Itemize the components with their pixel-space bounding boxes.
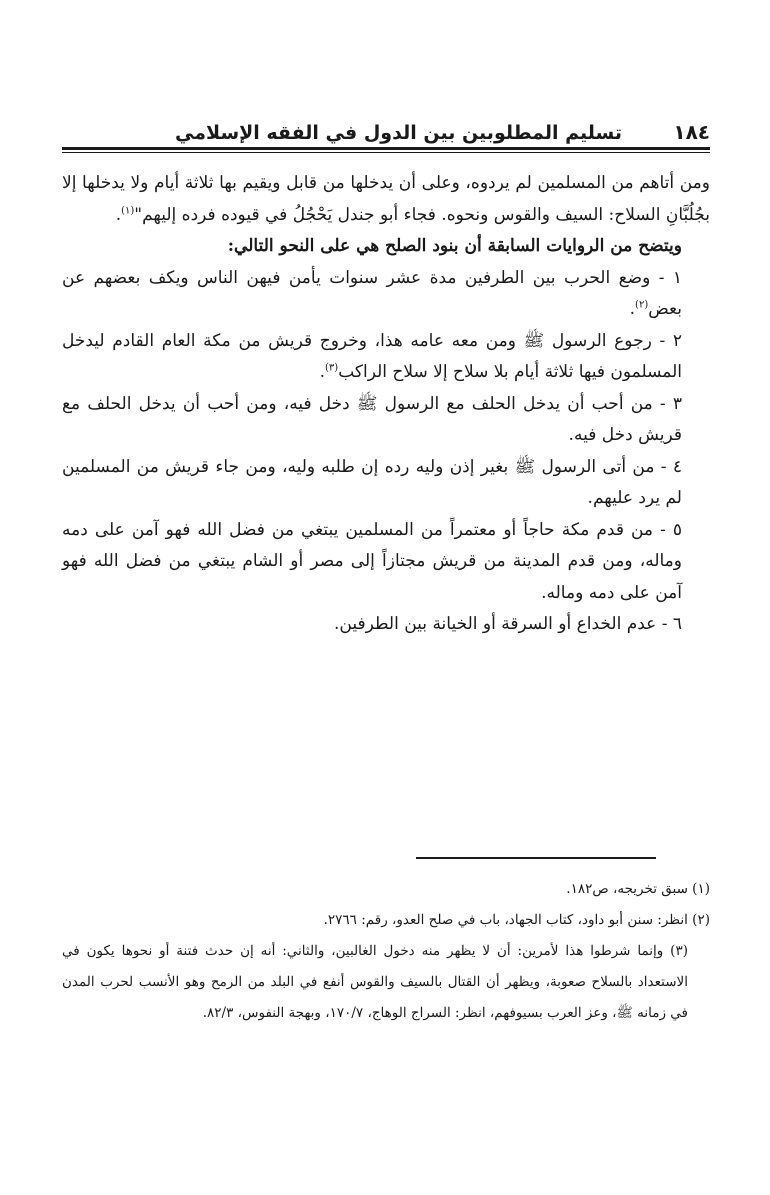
clause-5: ٥ - من قدم مكة حاجاً أو معتمراً من المسلمين يبتغي من فضل الله فهو آمن على دمه وماله، ومن قدم المدينة من قريش مجتازاً إلى مصر أو الشام يبتغي من فضل الله فهو آمن على دمه وماله. xyxy=(62,519,682,603)
footnote-ref: (٣) xyxy=(325,362,339,374)
header-rule-thin xyxy=(62,152,710,153)
footnote-2: (٢) انظر: سنن أبو داود، كتاب الجهاد، باب في صلح العدو، رقم: ٢٧٦٦. xyxy=(323,912,710,928)
punctuation: . xyxy=(319,362,325,382)
clause-text: ١ - وضع الحرب بين الطرفين مدة عشر سنوات يأمن فيهن الناس ويكف بعضهم عن بعض xyxy=(62,267,682,319)
page-number: ١٨٤ xyxy=(673,120,710,144)
footnote-3: (٣) وإنما شرطوا هذا لأمرين: أن لا يظهر منه دخول الغالبين، والثاني: أنه إن حدث فتنة أو نحوها يكون في الاستعداد بالسلاح صعوبة، ويظهر أن القتال بالسيف والقوس أنفع في البلد من الرمح وهو الأنسب لحرب المدن في زمانه ﷺ، وعز العرب بسيوفهم، انظر: السراج الوهاج، ١٧٠/٧، وبهجة النفوس، ٨٢/٣. xyxy=(62,943,688,1021)
clause-2 xyxy=(62,326,710,389)
paragraph-summary: ويتضح من الروايات السابقة أن بنود الصلح هي على النحو التالي: xyxy=(227,236,682,256)
clause-text: ٢ - رجوع الرسول ﷺ ومن معه عامه هذا، وخروج قريش من مكة العام القادم ليدخل المسلمون فيها ثلاثة أيام بلا سلاح إلا سلاح الراكب xyxy=(62,330,682,382)
clause-6: ٦ - عدم الخداع أو السرقة أو الخيانة بين الطرفين. xyxy=(334,614,682,634)
footnote-separator xyxy=(416,857,656,859)
footnote-1: (١) سبق تخريجه، ص١٨٢. xyxy=(566,881,710,897)
clause-3: ٣ - من أحب أن يدخل الحلف مع الرسول ﷺ دخل فيه، ومن أحب أن يدخل الحلف مع قريش دخل فيه. xyxy=(62,393,682,445)
footnote-ref: (٢) xyxy=(635,299,649,311)
clause-1 xyxy=(62,263,710,326)
header-rule-thick xyxy=(62,147,710,150)
footnotes xyxy=(62,874,710,1029)
footnote-ref: (١) xyxy=(121,204,135,216)
main-text xyxy=(62,168,710,641)
paragraph-continuation xyxy=(62,168,710,231)
punctuation: . xyxy=(629,299,636,319)
punctuation: . xyxy=(115,204,122,225)
clause-4: ٤ - من أتى الرسول ﷺ بغير إذن وليه رده إن طلبه وليه، ومن جاء قريش من المسلمين لم يرد عليهم. xyxy=(62,456,682,508)
paragraph-text: ومن أتاهم من المسلمين لم يردوه، وعلى أن يدخلها من قابل ويقيم بها ثلاثة أيام ولا يدخلها إلا بجُلُبَّانِ السلاح: السيف والقوس ونحوه. فجاء أبو جندل يَحْجُلُ في قيوده فرده إليهم" xyxy=(62,173,710,225)
book-title: تسليم المطلوبين بين الدول في الفقه الإسلامي xyxy=(175,122,622,144)
